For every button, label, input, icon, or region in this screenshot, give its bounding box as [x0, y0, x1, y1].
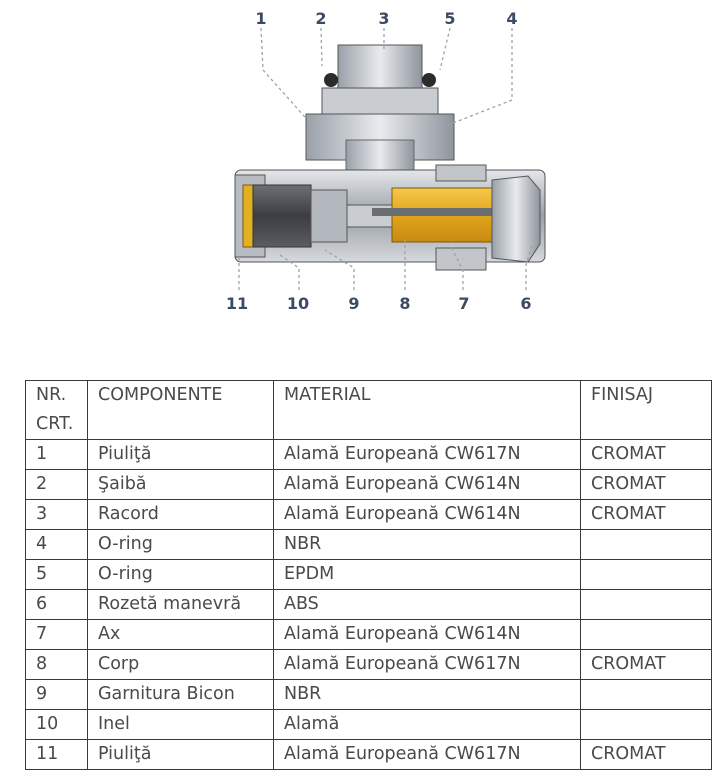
cell-material: NBR	[274, 530, 581, 560]
table-row	[26, 470, 712, 500]
cell-finish	[581, 530, 712, 560]
table-row	[26, 710, 712, 740]
callout-10: 10	[286, 294, 310, 313]
cell-material: ABS	[274, 590, 581, 620]
cell-component: Rozetă manevră	[88, 590, 274, 620]
table-row	[26, 680, 712, 710]
callout-7: 7	[458, 294, 470, 313]
header-nr-line1: NR.	[36, 385, 67, 405]
cell-material: Alamă	[274, 710, 581, 740]
cell-material: Alamă Europeană CW614N	[274, 500, 581, 530]
cell-material: EPDM	[274, 560, 581, 590]
cell-finish: CROMAT	[581, 650, 712, 680]
header-nr	[26, 381, 88, 440]
cell-finish: CROMAT	[581, 500, 712, 530]
cell-component: Garnitura Bicon	[88, 680, 274, 710]
cell-component: Racord	[88, 500, 274, 530]
table-header-row	[26, 381, 712, 440]
cell-component: Piuliţă	[88, 740, 274, 770]
table-row	[26, 620, 712, 650]
table-row	[26, 650, 712, 680]
cell-nr: 10	[26, 710, 88, 740]
cell-nr: 7	[26, 620, 88, 650]
table-row	[26, 530, 712, 560]
cell-component: Corp	[88, 650, 274, 680]
cell-nr: 1	[26, 440, 88, 470]
cell-nr: 9	[26, 680, 88, 710]
callout-5: 5	[444, 9, 456, 28]
cell-finish	[581, 590, 712, 620]
table-row	[26, 500, 712, 530]
cell-material: Alamă Europeană CW617N	[274, 740, 581, 770]
cell-nr: 4	[26, 530, 88, 560]
valve-body	[235, 165, 545, 270]
callout-4: 4	[506, 9, 518, 28]
cell-finish: CROMAT	[581, 440, 712, 470]
cell-finish: CROMAT	[581, 740, 712, 770]
callout-1: 1	[255, 9, 267, 28]
cell-finish: CROMAT	[581, 470, 712, 500]
cell-nr: 3	[26, 500, 88, 530]
cell-component: Inel	[88, 710, 274, 740]
cell-material: NBR	[274, 680, 581, 710]
cell-nr: 6	[26, 590, 88, 620]
cell-finish	[581, 560, 712, 590]
cell-material: Alamă Europeană CW617N	[274, 440, 581, 470]
callout-9: 9	[348, 294, 360, 313]
callout-8: 8	[399, 294, 411, 313]
cell-nr: 11	[26, 740, 88, 770]
header-component: COMPONENTE	[88, 381, 274, 440]
cell-component: Ax	[88, 620, 274, 650]
header-material: MATERIAL	[274, 381, 581, 440]
cell-component: Şaibă	[88, 470, 274, 500]
cell-nr: 2	[26, 470, 88, 500]
cell-nr: 8	[26, 650, 88, 680]
cell-finish	[581, 680, 712, 710]
cell-material: Alamă Europeană CW614N	[274, 620, 581, 650]
cell-component: O-ring	[88, 560, 274, 590]
components-table	[25, 380, 712, 770]
cell-material: Alamă Europeană CW617N	[274, 650, 581, 680]
table-row	[26, 740, 712, 770]
callout-6: 6	[520, 294, 532, 313]
cell-material: Alamă Europeană CW614N	[274, 470, 581, 500]
table-row	[26, 440, 712, 470]
table-row	[26, 590, 712, 620]
cell-nr: 5	[26, 560, 88, 590]
cell-finish	[581, 710, 712, 740]
callout-2: 2	[315, 9, 327, 28]
table-row	[26, 560, 712, 590]
valve-cross-section-diagram	[0, 0, 723, 330]
cell-component: Piuliţă	[88, 440, 274, 470]
header-finish: FINISAJ	[581, 381, 712, 440]
callout-11: 11	[225, 294, 249, 313]
callout-3: 3	[378, 9, 390, 28]
header-nr-line2: CRT.	[36, 414, 74, 434]
cell-component: O-ring	[88, 530, 274, 560]
cell-finish	[581, 620, 712, 650]
